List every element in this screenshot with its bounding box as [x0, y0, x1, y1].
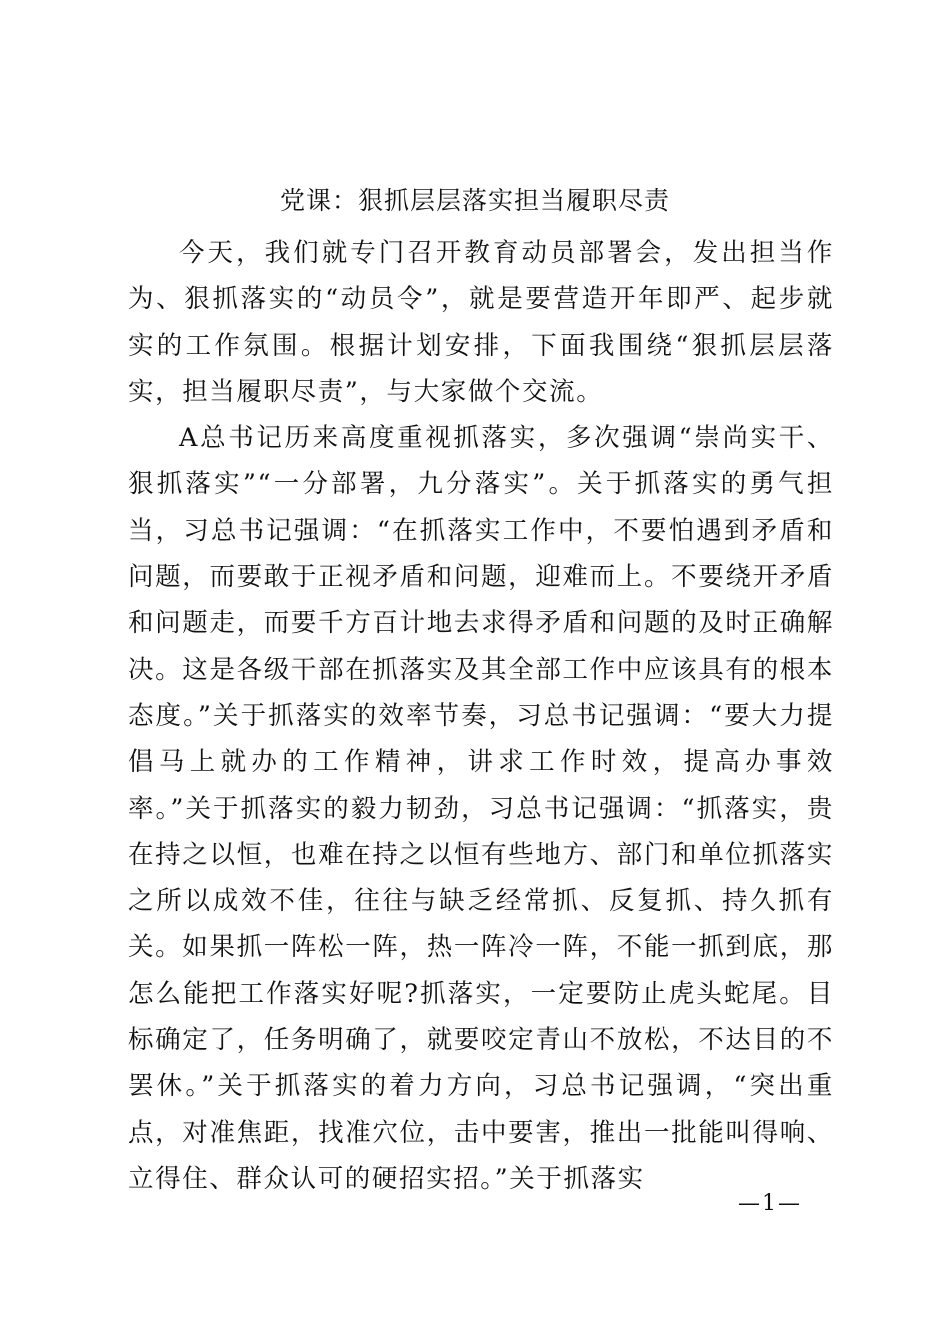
page-number: —1— — [738, 1191, 802, 1216]
paragraph-intro: 今天，我们就专门召开教育动员部署会，发出担当作为、狠抓落实的“动员令”，就是要营造开年即严、起步就实的工作氛围。根据计划安排，下面我围绕“狠抓层层落实，担当履职尽责”，与大家做个交流。 — [128, 238, 834, 407]
document-title: 党课：狠抓层层落实担当履职尽责 — [279, 186, 670, 215]
paragraph-main: A总书记历来高度重视抓落实，多次强调“崇尚实干、狠抓落实”“一分部署，九分落实”。关于抓落实的勇气担当，习总书记强调：“在抓落实工作中，不要怕遇到矛盾和问题，而要敢于正视矛盾和问题，迎难而上。不要绕开矛盾和问题走，而要千方百计地去求得矛盾和问题的及时正确解决。这是各级干部在抓落实及其全部工作中应该具有的根本态度。”关于抓落实的效率节奏，习总书记强调：“要大力提倡马上就办的工作精神，讲求工作时效，提高办事效率。”关于抓落实的毅力韧劲，习总书记强调：“抓落实，贵在持之以恒，也难在持之以恒有些地方、部门和单位抓落实之所以成效不佳，往往与缺乏经常抓、反复抓、持久抓有关。如果抓一阵松一阵，热一阵冷一阵，不能一抓到底，那怎么能把工作落实好呢?抓落实，一定要防止虎头蛇尾。目标确定了，任务明确了，就要咬定青山不放松，不达目的不罢休。”关于抓落实的着力方向，习总书记强调，“突出重点，对准焦距，找准穴位，击中要害，推出一批能叫得响、立得住、群众认可的硬招实招。”关于抓落实 — [128, 423, 834, 1194]
document-body — [128, 230, 834, 1202]
